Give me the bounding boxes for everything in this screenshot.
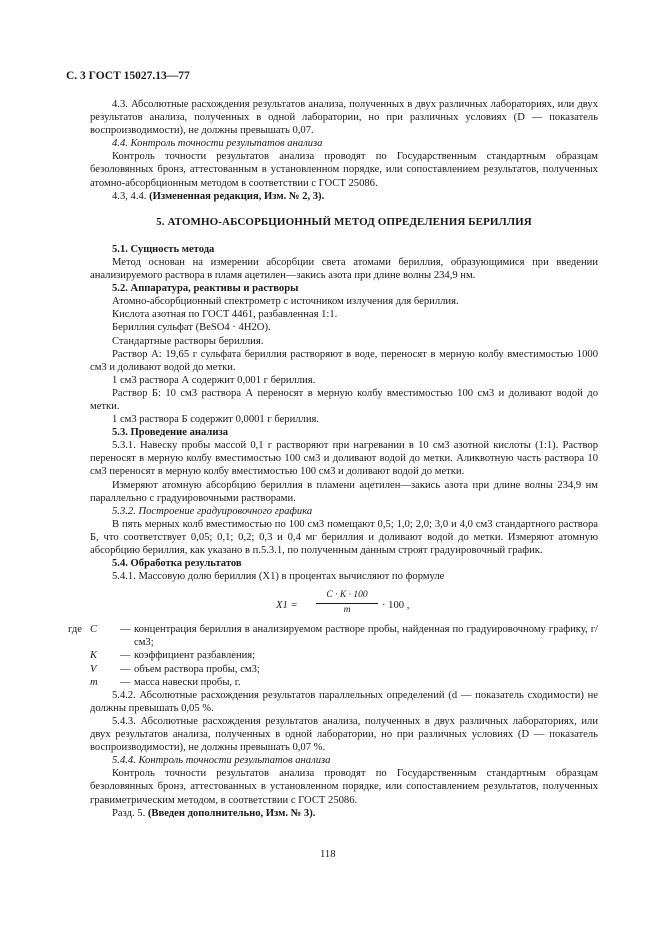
section-5-3-1-b: Измеряют атомную абсорбцию бериллия в пламени ацетилен—закись азота при длине волны 234,9 нм параллельно с градуировочными растворами. (90, 479, 598, 504)
document-body (68, 98, 598, 820)
legend-symbol: K (90, 650, 98, 662)
section-5-3-heading: 5.3. Проведение анализа (112, 427, 228, 439)
page-number: 118 (320, 849, 336, 860)
section-title: 5. АТОМНО-АБСОРБЦИОННЫЙ МЕТОД ОПРЕДЕЛЕНИЯ БЕРИЛЛИЯ (156, 215, 532, 228)
section-5-4-1: 5.4.1. Массовую долю бериллия (X1) в процентах вычисляют по формуле (112, 571, 445, 583)
reagent-line-5: Раствор А: 19,65 г сульфата бериллия растворяют в воде, переносят в мерную колбу вместимостью 1000 см3 и доливают водой до метки. (90, 348, 598, 373)
formula-numerator: C · K · 100 (316, 589, 378, 604)
amendment-prefix: 4.3, 4.4. (112, 190, 150, 202)
formula-fraction (316, 589, 378, 617)
legend-symbol: m (90, 676, 98, 688)
reagent-line-4: Стандартные растворы бериллия. (112, 335, 264, 347)
section-5-4-heading: 5.4. Обработка результатов (112, 558, 242, 570)
reagent-line-8: 1 см3 раствора Б содержит 0,0001 г бериллия. (112, 414, 320, 426)
section-5-1-body: Метод основан на измерении абсорбции света атомами бериллия, образующимися при введении анализируемого раствора в пламя ацетилен—закись азота при длине волны 234,9 нм. (90, 256, 598, 282)
razd-bold: (Введен дополнительно, Изм. № 3). (147, 807, 316, 819)
legend-row: V — объем раствора пробы, см3; (90, 663, 598, 676)
formula (90, 589, 598, 619)
paragraph-4-3: 4.3. Абсолютные расхождения результатов анализа, полученных в двух различных лабораториях, или двух результатов анализа, полученных в одной лаборатории, но при различных условиях (D — показатель воспроизводимости), не должны превышать 0,07. (90, 99, 598, 137)
legend-text: объем раствора пробы, см3; (134, 663, 260, 675)
legend-row: где C — концентрация бериллия в анализируемом растворе пробы, найденная по градуировочному графику, г/см3; (68, 624, 598, 649)
section-5-4-3: 5.4.3. Абсолютные расхождения результатов анализа, полученных в двух различных лабораториях, или двух результатов анализа, полученных в одной лаборатории, но при различных условиях (D — показатель воспроизводимости), не должны превышать 0,07 %. (90, 715, 598, 754)
reagent-line-3: Бериллия сульфат (BeSO4 · 4H2O). (112, 322, 271, 334)
paragraph-4-4-heading: 4.4. Контроль точности результатов анализа (112, 138, 323, 150)
section-5-4-4-body: Контроль точности результатов анализа проводят по Государственным стандартным образцам безоловянных бронз, аттестованных в установленном порядке, или сопоставлением результатов, полученных гравиметрическим методом, в соответствии с ГОСТ 25086. (90, 768, 598, 806)
legend-text: концентрация бериллия в анализируемом растворе пробы, найденная по градуировочному графику, г/см3; (134, 624, 598, 649)
legend-text: масса навески пробы, г. (134, 676, 241, 688)
amendment-bold: (Измененная редакция, Изм. № 2, 3). (149, 190, 325, 202)
section-5-3-1: 5.3.1. Навеску пробы массой 0,1 г растворяют при нагревании в 10 см3 азотной кислоты (1:1). Раствор переносят в мерную колбу вместимостью 100 см3 и доливают водой до метки. Аликвотную часть раствора 10 см3 переносят в мерную колбу вместимостью 100 см3 и доливают водой до метки. (90, 440, 598, 478)
reagent-line-2: Кислота азотная по ГОСТ 4461, разбавленная 1:1. (112, 309, 338, 321)
section-5-4-4-heading: 5.4.4. Контроль точности результатов анализа (112, 755, 331, 767)
legend-text: коэффициент разбавления; (134, 650, 256, 662)
legend-symbol: V (90, 663, 97, 675)
legend-row: m — масса навески пробы, г. (90, 676, 598, 689)
section-5-amendment (90, 807, 598, 820)
legend-symbol: C (90, 624, 98, 636)
reagent-line-7: Раствор Б: 10 см3 раствора А переносят в мерную колбу вместимостью 100 см3 и доливают водой до метки. (90, 387, 598, 412)
reagent-line-1: Атомно-абсорбционный спектрометр с источником излучения для бериллия. (112, 296, 459, 308)
section-5-3-2-body: В пять мерных колб вместимостью по 100 см3 помещают 0,5; 1,0; 2,0; 3,0 и 4,0 см3 стандартного раствора Б, что соответствует 0,05; 0,1; 0,2; 0,3 и 0,4 мг бериллия и доливают водой до метки. Измеряют атомную абсорбцию бериллия, как указано в п.5.3.1, по полученным данным строят градуировочный график. (90, 518, 598, 556)
page-header: С. 3 ГОСТ 15027.13—77 (66, 70, 190, 82)
section-5-2-heading: 5.2. Аппаратура, реактивы и растворы (112, 283, 299, 295)
formula-rhs: · 100 , (382, 600, 410, 612)
paragraph-4-4-body: Контроль точности результатов анализа проводят по Государственным стандартным образцам безоловянных бронз, аттестованным в установленном порядке, или сопоставлением результатов, полученных атомно-абсорбционным методом в соответствии с ГОСТ 25086. (90, 151, 598, 189)
formula-lhs: X1 = (276, 600, 298, 612)
reagent-line-6: 1 см3 раствора А содержит 0,001 г бериллия. (112, 374, 316, 386)
formula-denominator: m (343, 605, 351, 616)
amendment-note-4 (90, 190, 598, 203)
legend-row: K — коэффициент разбавления; (90, 649, 598, 662)
razd-prefix: Разд. 5. (112, 807, 148, 819)
variable-legend (68, 623, 598, 688)
section-5-1-heading: 5.1. Сущность метода (112, 243, 215, 255)
section-5-4-2: 5.4.2. Абсолютные расхождения результатов параллельных определений (d — показатель сходимости) не должны превышать 0,05 %. (90, 689, 598, 714)
section-5-3-2-heading: 5.3.2. Построение градуировочного графика (112, 505, 313, 517)
